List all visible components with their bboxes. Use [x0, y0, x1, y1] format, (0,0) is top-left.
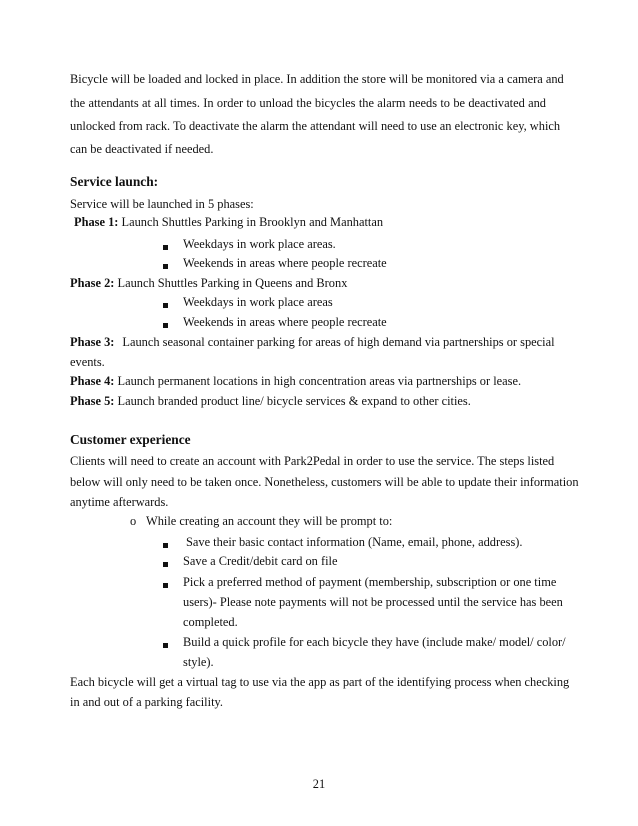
bullet-square-icon — [163, 638, 168, 650]
paragraph-line: can be deactivated if needed. — [70, 142, 214, 156]
bullet-square-icon — [163, 298, 168, 310]
phase-5-line — [70, 395, 546, 407]
phase-4-line — [70, 375, 546, 387]
sub-list-item: While creating an account they will be prompt to: — [146, 514, 393, 528]
bullet-item: Weekdays in work place areas. — [183, 237, 336, 251]
paragraph-line: Each bicycle will get a virtual tag to use via the app as part of the identifying process when checking — [70, 675, 570, 689]
bullet-item: Save a Credit/debit card on file — [183, 554, 338, 568]
bullet-item-continued: completed. — [183, 615, 238, 629]
phase-2-line — [70, 277, 546, 289]
phase-label: Phase 1: — [74, 215, 119, 229]
bullet-item: Build a quick profile for each bicycle they have (include make/ model/ color/ — [183, 635, 566, 649]
bullet-square-icon — [163, 538, 168, 550]
phase-text: Launch permanent locations in high concentration areas via partnerships or lease. — [114, 374, 522, 388]
paragraph-line: anytime afterwards. — [70, 495, 169, 509]
paragraph-line: Clients will need to create an account with Park2Pedal in order to use the service. The steps listed — [70, 454, 555, 468]
section-heading-customer-experience: Customer experience — [70, 432, 191, 447]
bullet-square-icon — [163, 240, 168, 252]
phase-text: Launch seasonal container parking for areas of high demand via partnerships or special — [122, 335, 555, 349]
bullet-item-continued: style). — [183, 655, 214, 669]
bullet-item: Save their basic contact information (Name, email, phone, address). — [186, 535, 523, 549]
phase-text: Launch Shuttles Parking in Queens and Bronx — [114, 276, 348, 290]
paragraph-line: below will only need to be taken once. Nonetheless, customers will be able to update their information — [70, 475, 579, 489]
phase-text: Launch Shuttles Parking in Brooklyn and Manhattan — [118, 215, 384, 229]
bullet-item: Pick a preferred method of payment (membership, subscription or one time — [183, 575, 557, 589]
paragraph-line: in and out of a parking facility. — [70, 695, 224, 709]
bullet-item: Weekdays in work place areas — [183, 295, 333, 309]
phase-label: Phase 3: — [70, 335, 115, 349]
paragraph-line: the attendants at all times. In order to unload the bicycles the alarm needs to be deactivated and — [70, 96, 546, 110]
paragraph-line: Bicycle will be loaded and locked in place. In addition the store will be monitored via a camera and — [70, 72, 564, 86]
bullet-square-icon — [163, 557, 168, 569]
bullet-item: Weekends in areas where people recreate — [183, 315, 387, 329]
bullet-square-icon — [163, 318, 168, 330]
paragraph-line: unlocked from rack. To deactivate the alarm the attendant will need to use an electronic key, which — [70, 119, 561, 133]
phase-1-line — [74, 216, 550, 228]
phase-label: Phase 5: — [70, 394, 115, 408]
phase-label: Phase 4: — [70, 374, 115, 388]
phase-text: Launch branded product line/ bicycle services & expand to other cities. — [114, 394, 471, 408]
phase-3-line — [70, 335, 555, 349]
paragraph-line: events. — [70, 355, 105, 369]
phase-label: Phase 2: — [70, 276, 115, 290]
bullet-square-icon — [163, 259, 168, 271]
bullet-square-icon — [163, 578, 168, 590]
paragraph-line: Service will be launched in 5 phases: — [70, 197, 254, 211]
bullet-item: Weekends in areas where people recreate — [183, 256, 387, 270]
section-heading-service-launch: Service launch: — [70, 174, 159, 189]
bullet-item-continued: users)- Please note payments will not be processed until the service has been — [183, 595, 563, 609]
page-number: 21 — [312, 777, 326, 791]
sub-list-marker: o — [130, 514, 137, 528]
